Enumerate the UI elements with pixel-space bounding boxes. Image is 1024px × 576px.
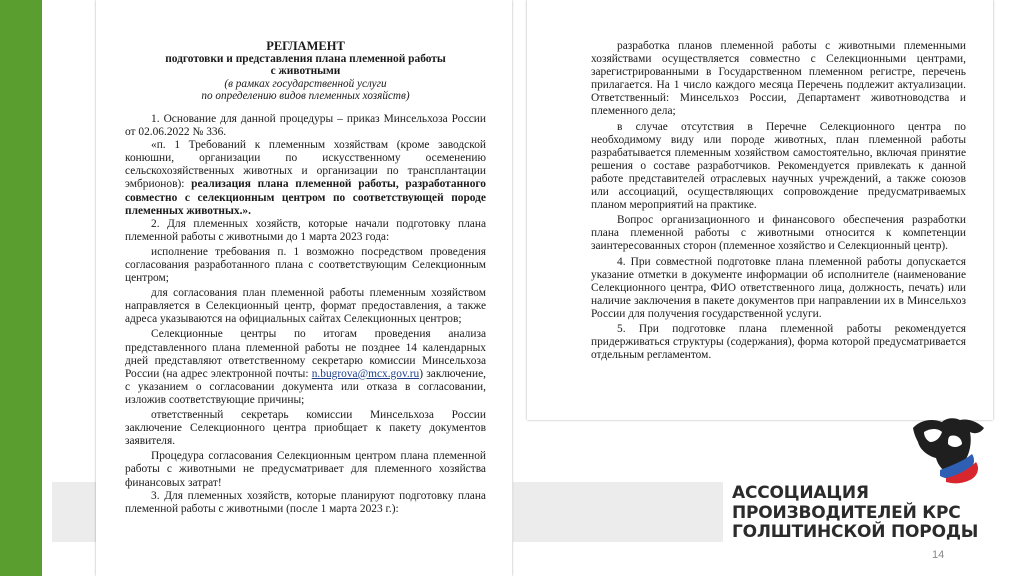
- org-name-line-3: ГОЛШТИНСКОЙ ПОРОДЫ: [732, 522, 979, 542]
- document-title: РЕГЛАМЕНТ: [266, 39, 345, 53]
- slide-page-number: 14: [932, 549, 945, 561]
- paragraph-6-end: ) заключение, с указанием о согласовании документа или отказа в согласовании, изложив соответствующие причины;: [125, 367, 486, 406]
- paragraph-1: 1. Основание для данной процедуры – приказ Минсельхоза России от 02.06.2022 № 336.: [125, 112, 486, 139]
- paragraph-8: Процедура согласования Селекционным центром плана племенной работы с животными не предусматривает для племенного хозяйства финансовых затрат!: [125, 450, 486, 489]
- right-paragraph-5: 5. При подготовке плана племенной работы рекомендуется придерживаться структуры (содержания), форма которой предусматривается отдельным регламентом.: [591, 322, 966, 362]
- paragraph-4: исполнение требования п. 1 возможно посредством проведения согласования разработанного плана с соответствующим Селекционным центром;: [125, 245, 486, 285]
- right-paragraph-1: разработка планов племенной работы с животными племенными хозяйствами осуществляется совместно с Селекционными центрами, зарегистрированными в Государственном племенном регистре, перечень прилагается. На 1 число каждого месяца Перечень подлежит актуализации. Ответственный: Минсельхоз России, Департамент животноводства и племенного дела;: [591, 40, 966, 118]
- document-subtitle-2: с животными: [270, 65, 341, 78]
- right-paragraph-3: Вопрос организационного и финансового обеспечения разработки плана племенной работы с животными относится к компетенции заинтересованных сторон (племенное хозяйство и Селекционный центр).: [591, 214, 966, 253]
- document-italic-note-1: (в рамках государственной услуги: [224, 77, 387, 90]
- paragraph-6-text: Селекционные центры по итогам проведения анализа представленного плана племенной работы не позднее 14 календарных дней представляют ответственному секретарю комиссии Минсельхоза России (на адрес электронной почты:: [125, 328, 486, 380]
- paragraph-6: [125, 328, 486, 407]
- footer-band-right: [513, 482, 723, 542]
- paragraph-3: 2. Для племенных хозяйств, которые начали подготовку плана племенной работы с животными до 1 марта 2023 года:: [125, 217, 486, 243]
- paragraph-7: ответственный секретарь комиссии Минсельхоза России заключение Селекционного центра приобщает к пакету документов заявителя.: [125, 409, 486, 448]
- paragraph-5: для согласования план племенной работы племенным хозяйством направляется в Селекционный центр, формат предоставления, а также адреса указываются на официальных сайтах Селекционных центров;: [125, 287, 486, 326]
- document-italic-note-2: по определению видов племенных хозяйств): [201, 90, 410, 103]
- org-name-line-2: ПРОИЗВОДИТЕЛЕЙ КРС: [732, 502, 961, 523]
- document-subtitle-1: подготовки и представления плана племенной работы: [165, 52, 446, 65]
- email-link[interactable]: n.bugrova@mcx.gov.ru: [311, 367, 420, 380]
- organization-name: [732, 484, 992, 543]
- document-page-left: [96, 0, 512, 576]
- right-paragraph-2: в случае отсутствия в Перечне Селекционного центра по необходимому виду или породе животных, план племенной работы разрабатывается племенным хозяйством самостоятельно, включая принятие решения о составе разработчиков. Рекомендуется привлекать к данной работе представителей отраслевых научных учреждений, а также союзов или ассоциаций, осуществляющих сопровождение предусматриваемых планом мероприятий на практике.: [591, 120, 966, 212]
- right-paragraph-4: 4. При совместной подготовке плана племенной работы допускается указание отметки в документе информации об исполнителе (наименование Селекционного центра, ФИО ответственного лица, должность, печать) или наличие заключения в пакете документов при направлении их в Минсельхоз России для получения государственной услуги.: [591, 255, 966, 320]
- document-title-block: [125, 40, 486, 103]
- paragraph-2: [125, 139, 486, 218]
- left-accent-bar: [0, 0, 42, 576]
- paragraph-2-bold: реализация плана племенной работы, разработанного совместно с селекционным центром по соответствующей породе племенных животных.».: [125, 178, 486, 217]
- holstein-cow-head-logo-icon: [910, 416, 988, 484]
- org-name-line-1: АССОЦИАЦИЯ: [732, 483, 869, 503]
- paragraph-2-text: «п. 1 Требований к племенным хозяйствам (кроме заводской конюшни, организации по искусственному осеменению сельскохозяйственных животных и организации по трансплантации эмбрионов):: [125, 139, 486, 191]
- document-page-right: [527, 0, 993, 420]
- paragraph-9: 3. Для племенных хозяйств, которые планируют подготовку плана племенной работы с животными (после 1 марта 2023 г.):: [125, 489, 486, 515]
